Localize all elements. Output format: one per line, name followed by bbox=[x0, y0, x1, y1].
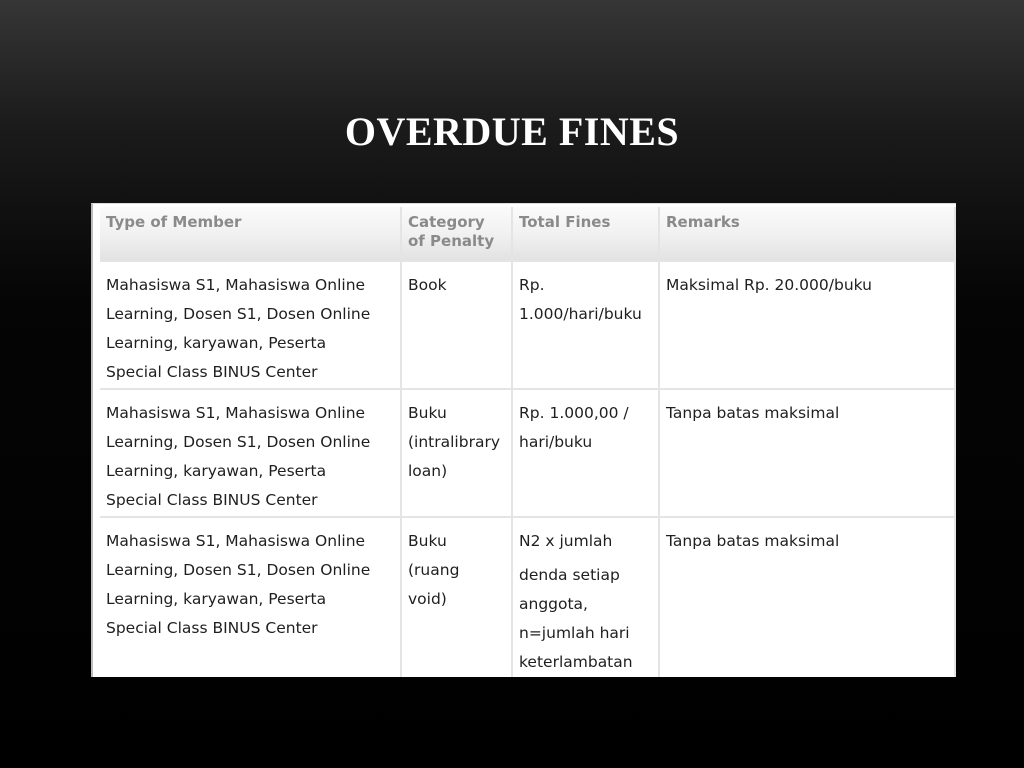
remarks-line: Tanpa batas maksimal bbox=[666, 532, 840, 550]
category-line: Buku bbox=[408, 404, 447, 422]
member-line: Learning, Dosen S1, Dosen Online bbox=[106, 561, 371, 579]
header-type-of-member: Type of Member bbox=[100, 207, 402, 262]
remarks-cell bbox=[660, 518, 956, 677]
member-cell bbox=[100, 518, 402, 677]
member-cell bbox=[100, 390, 402, 518]
category-line: (intralibrary bbox=[408, 433, 500, 451]
member-line: Special Class BINUS Center bbox=[106, 491, 318, 509]
fines-line: n=jumlah hari bbox=[519, 624, 630, 642]
category-cell bbox=[402, 262, 513, 390]
member-line: Special Class BINUS Center bbox=[106, 619, 318, 637]
member-line: Learning, karyawan, Peserta bbox=[106, 590, 327, 608]
fines-cell bbox=[513, 262, 660, 390]
member-line: Mahasiswa S1, Mahasiswa Online bbox=[106, 532, 366, 550]
fines-line: keterlambatan bbox=[519, 653, 633, 671]
category-line: loan) bbox=[408, 462, 448, 480]
overdue-fines-table bbox=[100, 207, 956, 677]
remarks-cell bbox=[660, 262, 956, 390]
member-line: Mahasiswa S1, Mahasiswa Online bbox=[106, 404, 366, 422]
category-line: (ruang bbox=[408, 561, 460, 579]
remarks-line: Maksimal Rp. 20.000/buku bbox=[666, 276, 872, 294]
category-cell bbox=[402, 390, 513, 518]
member-line: Learning, Dosen S1, Dosen Online bbox=[106, 305, 371, 323]
fines-cell bbox=[513, 390, 660, 518]
category-line: Book bbox=[408, 276, 447, 294]
fines-cell bbox=[513, 518, 660, 677]
member-line: Learning, karyawan, Peserta bbox=[106, 334, 327, 352]
member-line: Special Class BINUS Center bbox=[106, 363, 318, 381]
remarks-line: Tanpa batas maksimal bbox=[666, 404, 840, 422]
fines-line: anggota, bbox=[519, 595, 588, 613]
category-cell bbox=[402, 518, 513, 677]
category-line: void) bbox=[408, 590, 447, 608]
member-cell bbox=[100, 262, 402, 390]
member-line: Learning, karyawan, Peserta bbox=[106, 462, 327, 480]
fines-line: hari/buku bbox=[519, 433, 593, 451]
fines-line: N2 x jumlah bbox=[519, 532, 613, 550]
fines-line: 1.000/hari/buku bbox=[519, 305, 642, 323]
fines-table-frame bbox=[91, 203, 956, 677]
fines-line: Rp. bbox=[519, 276, 545, 294]
member-line: Learning, Dosen S1, Dosen Online bbox=[106, 433, 371, 451]
remarks-cell bbox=[660, 390, 956, 518]
fines-line: Rp. 1.000,00 / bbox=[519, 404, 629, 422]
header-remarks: Remarks bbox=[660, 207, 956, 262]
table-row bbox=[100, 262, 956, 390]
header-total-fines: Total Fines bbox=[513, 207, 660, 262]
slide-title: OVERDUE FINES bbox=[344, 109, 680, 154]
header-category-of-penalty: Category of Penalty bbox=[402, 207, 513, 262]
table-header-row bbox=[100, 207, 956, 262]
table-row bbox=[100, 390, 956, 518]
member-line: Mahasiswa S1, Mahasiswa Online bbox=[106, 276, 366, 294]
category-line: Buku bbox=[408, 532, 447, 550]
table-row bbox=[100, 518, 956, 677]
fines-line: denda setiap bbox=[519, 566, 620, 584]
